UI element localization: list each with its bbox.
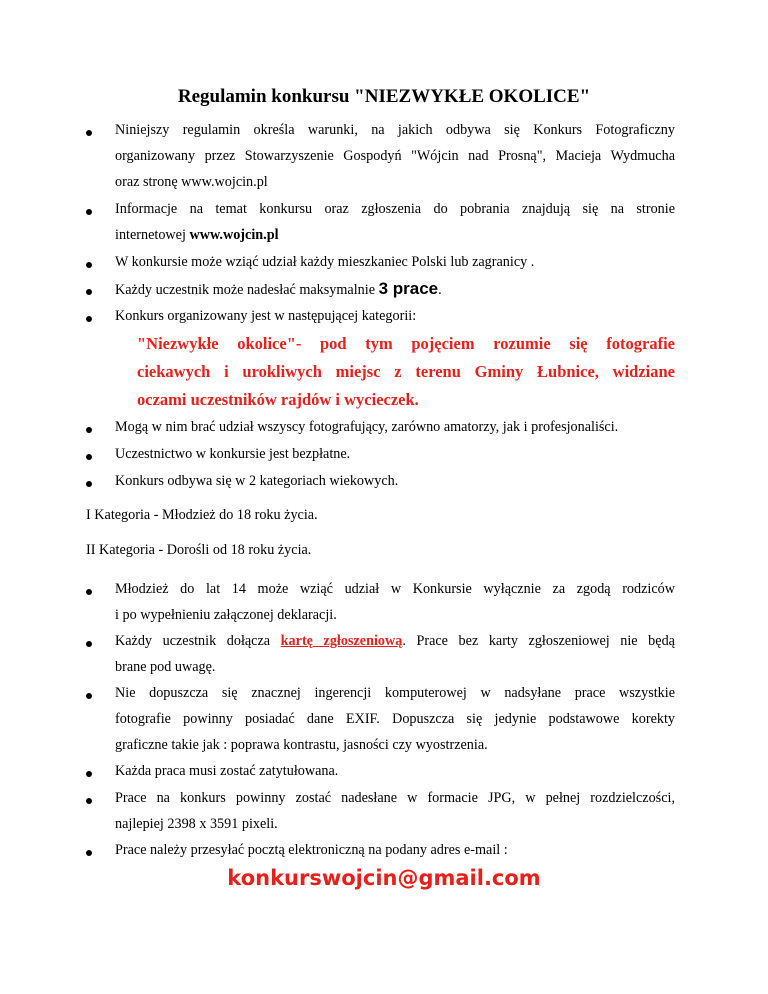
item-line: graficzne takie jak : poprawa kontrastu, jasności czy wyostrzenia. <box>115 737 488 753</box>
bullet-icon <box>86 289 92 295</box>
list-item: Konkurs organizowany jest w następującej kategorii: <box>115 308 417 324</box>
item-line <box>115 628 675 654</box>
item-line: Niniejszy regulamin określa warunki, na jakich odbywa się Konkurs Fotograficzny <box>115 122 675 138</box>
item-line: Nie dopuszcza się znacznej ingerencji komputerowej w nadsyłane prace wszystkie <box>115 685 675 701</box>
bullet-icon <box>86 130 92 136</box>
item-line: i po wypełnieniu załączonej deklaracji. <box>115 607 337 623</box>
item-text: Każdy uczestnik dołącza <box>115 633 281 649</box>
bullet-icon <box>86 262 92 268</box>
highlight-line: "Niezwykłe okolice"- pod tym pojęciem rozumie się fotografie <box>137 334 675 353</box>
list-item: W konkursie może wziąć udział każdy mieszkaniec Polski lub zagranicy . <box>115 254 535 270</box>
document-title: Regulamin konkursu "NIEZWYKŁE OKOLICE" <box>177 86 591 107</box>
category-description <box>137 330 675 414</box>
max-works: 3 prace <box>378 279 439 298</box>
list-item <box>115 628 675 680</box>
item-line: oraz stronę www.wojcin.pl <box>115 174 268 190</box>
bullet-icon <box>86 427 92 433</box>
bullet-icon <box>86 589 92 595</box>
item-text: Każdy uczestnik może nadesłać maksymalnie <box>115 282 379 298</box>
item-line: organizowany przez Stowarzyszenie Gospodyń "Wójcin nad Prosną", Macieja Wydmucha <box>115 148 675 164</box>
contact-email[interactable]: konkurswojcin@gmail.com <box>227 866 541 890</box>
item-text: internetowej <box>115 227 190 243</box>
list-item <box>115 117 675 195</box>
bullet-icon <box>86 316 92 322</box>
list-item <box>115 680 675 758</box>
item-line: Prace na konkurs powinny zostać nadesłane w formacie JPG, w pełnej rozdzielczości, <box>115 790 675 806</box>
age-category: II Kategoria - Dorośli od 18 roku życia. <box>86 542 312 558</box>
bullet-icon <box>86 454 92 460</box>
bullet-icon <box>86 771 92 777</box>
bullet-icon <box>86 798 92 804</box>
item-line <box>115 222 675 248</box>
item-line: najlepiej 2398 x 3591 pixeli. <box>115 816 278 832</box>
list-item <box>115 785 675 837</box>
list-item: Mogą w nim brać udział wszyscy fotografujący, zarówno amatorzy, jak i profesjonaliści. <box>115 419 619 435</box>
bullet-icon <box>86 209 92 215</box>
list-item: Każda praca musi zostać zatytułowana. <box>115 763 339 779</box>
item-line: Informacje na temat konkursu oraz zgłoszenia do pobrania znajdują się na stronie <box>115 201 675 217</box>
item-line: brane pod uwagę. <box>115 659 216 675</box>
item-line: Młodzież do lat 14 może wziąć udział w Konkursie wyłącznie za zgodą rodziców <box>115 581 675 597</box>
list-item: Konkurs odbywa się w 2 kategoriach wiekowych. <box>115 473 399 489</box>
website-link[interactable]: www.wojcin.pl <box>189 227 279 243</box>
bullet-icon <box>86 481 92 487</box>
item-line: fotografie powinny posiadać dane EXIF. Dopuszcza się jedynie podstawowe korekty <box>115 711 675 727</box>
list-item: Prace należy przesyłać pocztą elektroniczną na podany adres e-mail : <box>115 842 508 858</box>
list-item <box>115 576 675 628</box>
bullet-icon <box>86 641 92 647</box>
age-category: I Kategoria - Młodzież do 18 roku życia. <box>86 507 318 523</box>
list-item: Uczestnictwo w konkursie jest bezpłatne. <box>115 446 351 462</box>
highlight-line: ciekawych i urokliwych miejsc z terenu Gminy Łubnice, widziane <box>137 362 675 381</box>
bullet-icon <box>86 850 92 856</box>
item-text: . <box>438 282 442 298</box>
list-item <box>115 196 675 248</box>
item-text: . Prace bez karty zgłoszeniowej nie będą <box>402 633 675 649</box>
highlight-line: oczami uczestników rajdów i wycieczek. <box>137 390 419 409</box>
bullet-icon <box>86 693 92 699</box>
list-item <box>115 276 675 303</box>
entry-form-link[interactable]: kartę zgłoszeniową <box>280 633 403 649</box>
